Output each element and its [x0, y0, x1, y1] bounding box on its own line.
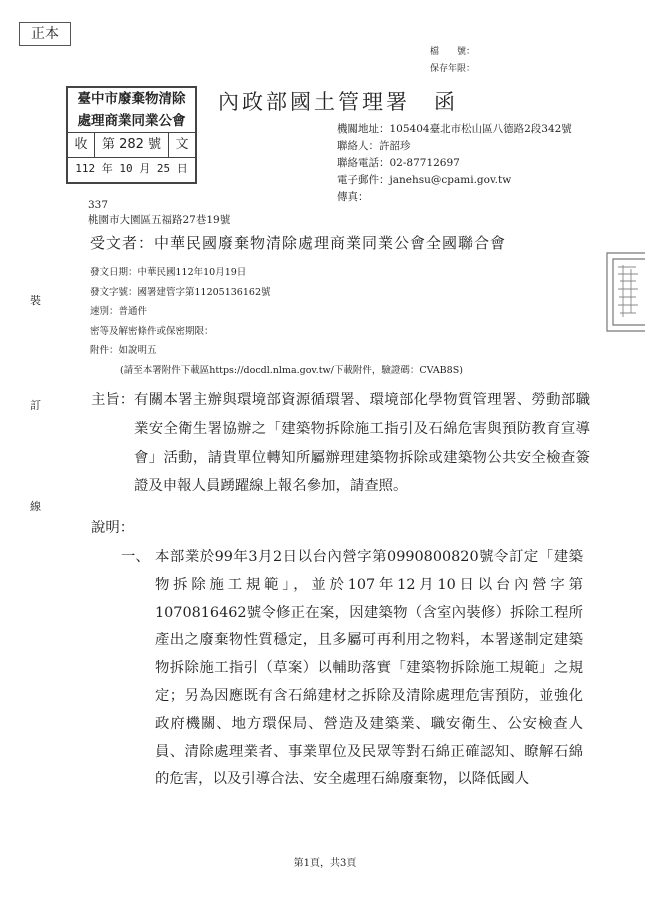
addressee-postcode: 337	[88, 199, 109, 211]
addressee-address: 桃園市大園區五福路27巷19號	[88, 214, 231, 226]
contact-fax: 傳真：	[337, 191, 369, 203]
item1-label: 一、	[121, 549, 150, 565]
attachment-note: (請至本署附件下載區https://docdl.nlma.gov.tw/下載附件，驗證碼：CVAB8S)	[120, 364, 463, 376]
recipient: 受文者：中華民國廢棄物清除處理商業同業公會全國聯合會	[90, 234, 507, 252]
explanation-label: 說明：	[91, 520, 135, 536]
page-footer: 第1頁，共3頁	[293, 858, 357, 869]
stamp-line1: 臺中市廢棄物清除	[77, 91, 186, 107]
stamp-line2: 處理商業同業公會	[77, 113, 186, 129]
retention-period: 保存年限：	[430, 64, 476, 74]
addressee-block	[88, 198, 230, 228]
stamp-number: 第 282 號	[95, 133, 169, 157]
binding-margin-char-3: 線	[30, 500, 41, 513]
contact-email: 電子郵件：janehsu@cpami.gov.tw	[337, 174, 512, 186]
contact-phone: 聯絡電話：02-87712697	[337, 157, 460, 169]
copy-stamp: 正本	[19, 22, 71, 46]
contact-person: 聯絡人：許韶珍	[337, 140, 411, 152]
file-number: 檔 號：	[430, 47, 476, 57]
received-stamp	[66, 86, 197, 184]
attachment: 附件：如說明五	[90, 345, 157, 356]
delivery-speed: 速別：普通件	[90, 306, 148, 317]
issue-number: 發文字號：國署建管字第11205136162號	[90, 286, 271, 298]
contact-address: 機關地址：105404臺北市松山區八德路2段342號	[337, 123, 572, 135]
subject-label: 主旨：	[91, 392, 135, 408]
stamp-date: 112 年 10 月 25 日	[68, 157, 195, 180]
org-title: 內政部國土管理署 函	[218, 90, 458, 114]
issue-date: 發文日期：中華民國112年10月19日	[90, 267, 247, 278]
file-meta	[430, 44, 475, 78]
explanation-item-1	[121, 544, 583, 794]
partial-seal-mark	[587, 247, 645, 337]
binding-margin-char-2: 訂	[30, 399, 41, 412]
stamp-doc: 文	[175, 137, 189, 152]
contact-block	[337, 121, 572, 206]
stamp-received: 收	[68, 133, 95, 157]
subject-section	[91, 386, 591, 501]
stamp-number-row	[68, 132, 195, 157]
binding-margin-char-1: 裝	[30, 294, 41, 307]
item1-text: 本部業於99年3月2日以台內營字第0990800820號令訂定「建築物拆除施工規範」，並於107年12月10日以台內營字第1070816462號令修正在案，因建築物（含室內裝修）拆除工程所產出之廢棄物性質穩定，且多屬可再利用之物料，本署遂制定建築物拆除施工指引（草案）以輔助落實「建築物拆除施工規範」之規定；另為因應既有含石綿建材之拆除及清除處理危害預防，並強化政府機關、地方環保局、營造及建築業、職安衛生、公安檢查人員、清除處理業者、事業單位及民眾等對石綿正確認知、瞭解石綿的危害，以及引導合法、安全處理石綿廢棄物，以降低國人	[155, 549, 583, 788]
meta-block	[90, 263, 463, 380]
security-level: 密等及解密條件或保密期限：	[90, 325, 214, 337]
subject-text: 有關本署主辦與環境部資源循環署、環境部化學物質管理署、勞動部職業安全衛生署協辦之「建築物拆除施工指引及石綿危害與預防教育宣導會」活動，請貴單位轉知所屬辦理建築物拆除或建築物公共安全檢查簽證及申報人員踴躍線上報名參加，請查照。	[134, 392, 590, 495]
